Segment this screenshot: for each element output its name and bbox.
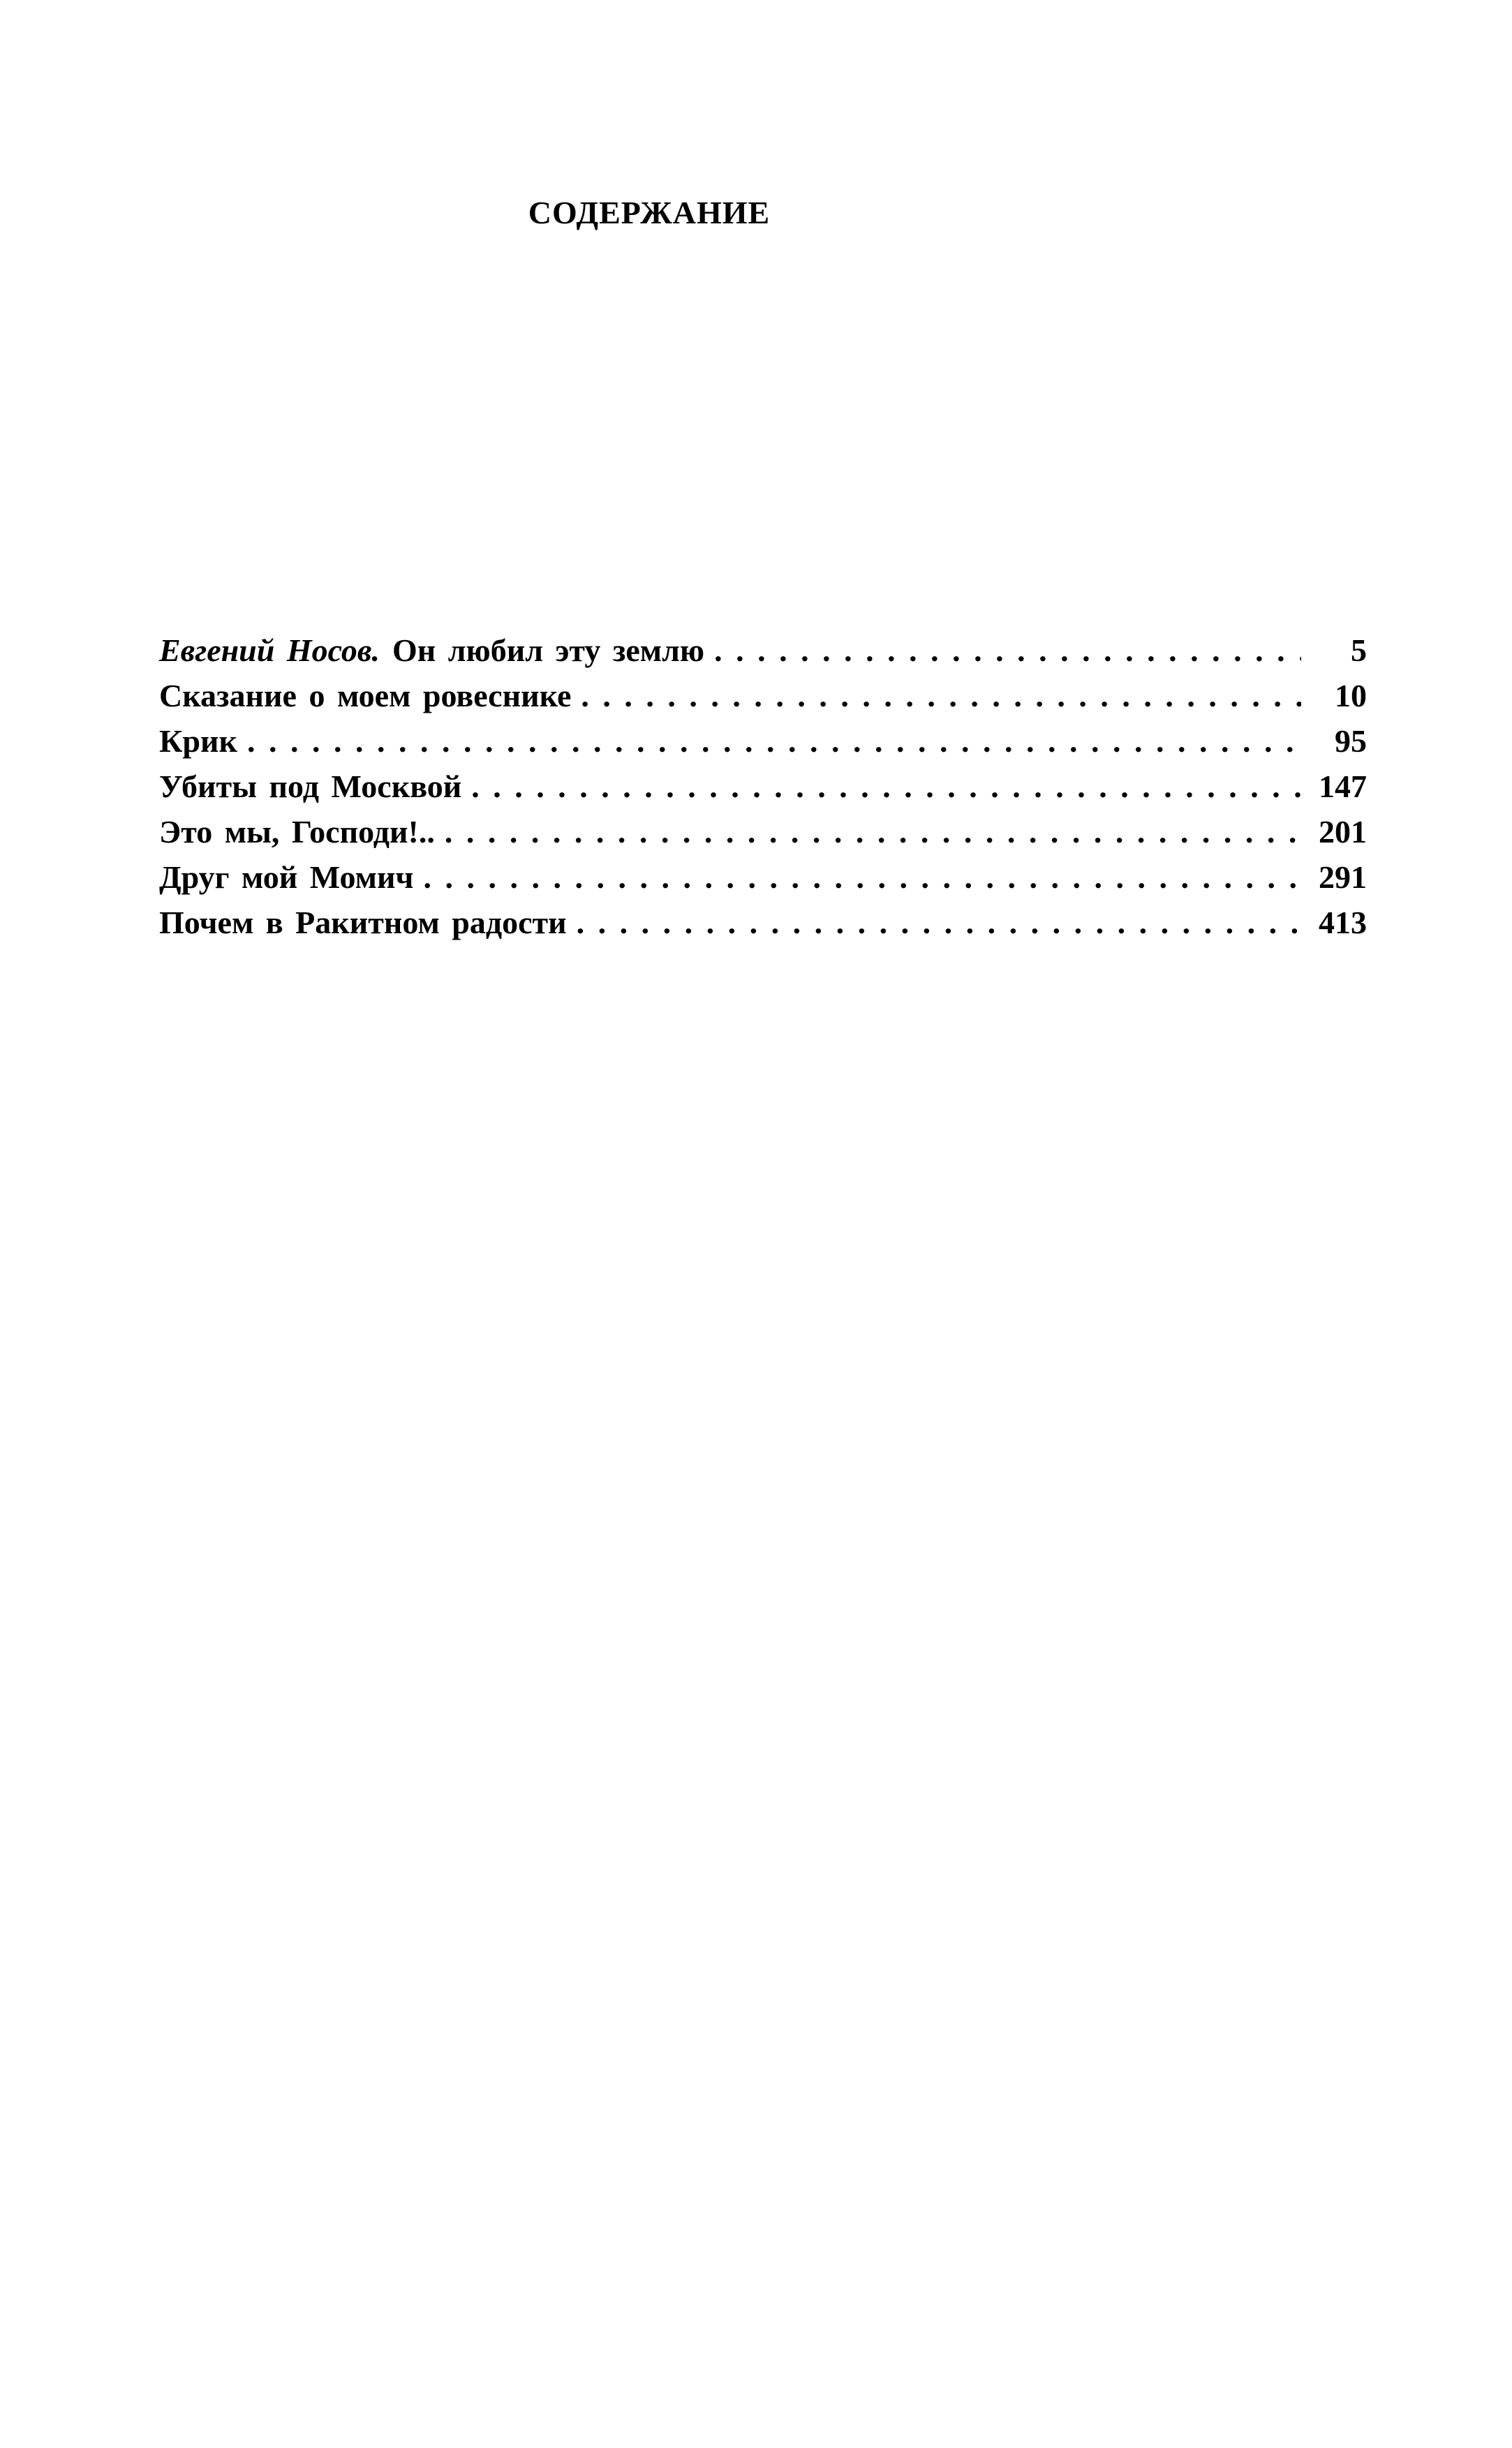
- toc-entry-title: Евгений Носов. Он любил эту землю: [159, 632, 705, 668]
- toc-entry-page: 5: [1351, 632, 1367, 668]
- toc-entry-page: 95: [1335, 723, 1367, 759]
- toc-entry: [159, 677, 1367, 722]
- toc-entry-page: 147: [1319, 769, 1367, 804]
- toc-entry-page: 413: [1319, 905, 1367, 940]
- dot-leader: [581, 677, 1301, 714]
- toc-entry-title: Почем в Ракитном радости: [159, 905, 567, 940]
- toc-entry-title: Это мы, Господи!..: [159, 814, 435, 850]
- toc-entry-title: Крик: [159, 723, 237, 759]
- toc-entry-title: Друг мой Момич: [159, 859, 414, 895]
- toc-entry: [159, 904, 1367, 949]
- dot-leader: [445, 813, 1301, 850]
- toc-entry-page: 10: [1335, 678, 1367, 713]
- toc-entry-title: Убиты под Москвой: [159, 769, 462, 804]
- toc-entry-title: Сказание о моем ровеснике: [159, 678, 572, 713]
- toc-heading: СОДЕРЖАНИЕ: [528, 195, 771, 230]
- toc-entry-page: 291: [1319, 859, 1367, 895]
- toc-entry: [159, 813, 1367, 859]
- dot-leader: [471, 768, 1301, 805]
- toc-entry: [159, 859, 1367, 904]
- toc-entry: [159, 722, 1367, 768]
- dot-leader: [423, 859, 1301, 896]
- dot-leader: [247, 722, 1301, 759]
- toc-entry-author: Евгений Носов.: [159, 632, 380, 668]
- dot-leader: [577, 904, 1301, 941]
- table-of-contents: [159, 632, 1367, 949]
- toc-entry: [159, 768, 1367, 813]
- dot-leader: [714, 632, 1301, 669]
- toc-entry: [159, 632, 1367, 677]
- toc-entry-page: 201: [1319, 814, 1367, 850]
